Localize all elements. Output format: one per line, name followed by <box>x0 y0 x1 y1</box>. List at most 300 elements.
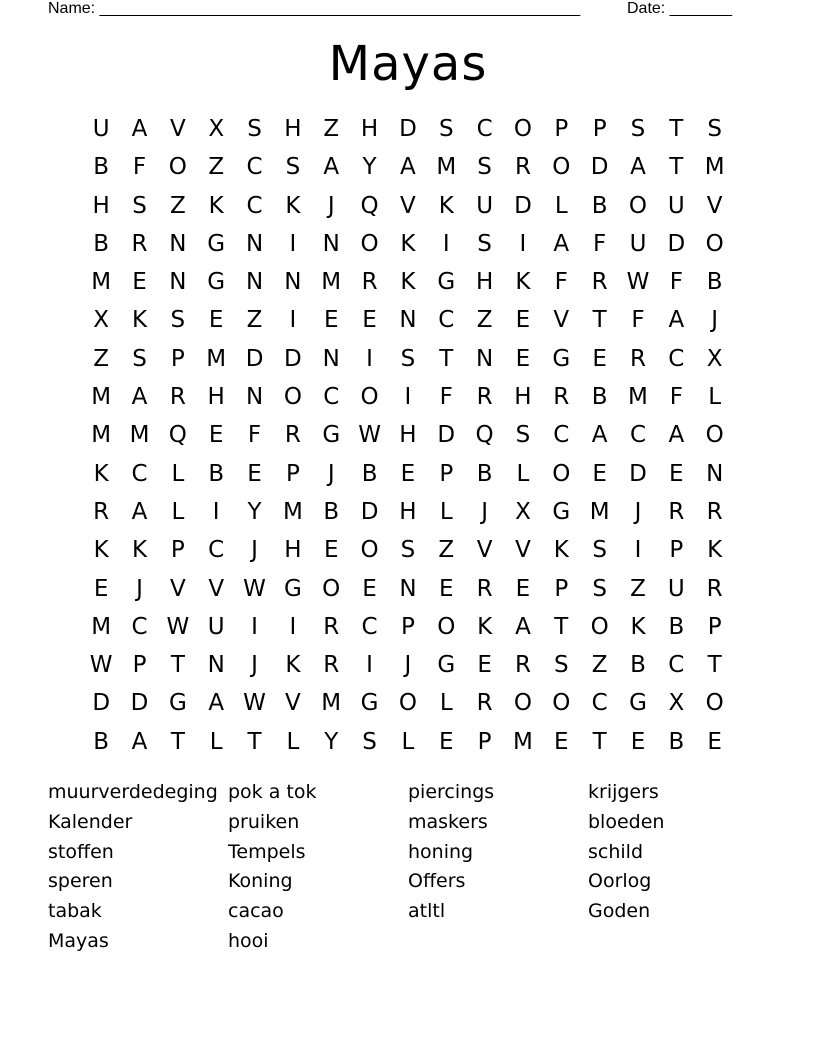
grid-letter: H <box>284 116 302 142</box>
grid-letter: O <box>705 230 724 257</box>
grid-letter: O <box>360 537 379 564</box>
grid-letter: P <box>170 345 185 372</box>
grid-letter: I <box>404 384 412 411</box>
grid-letter: F <box>669 384 683 411</box>
grid-letter: P <box>707 613 722 640</box>
grid-row <box>82 340 734 378</box>
grid-letter: I <box>251 613 258 640</box>
grid-letter: O <box>552 460 571 487</box>
grid-letter: Z <box>323 116 340 142</box>
grid-letter: Z <box>438 537 455 564</box>
grid-letter: S <box>592 537 607 564</box>
grid-letter: S <box>477 230 492 257</box>
grid-letter: A <box>668 422 685 449</box>
grid-letter: Z <box>630 575 646 602</box>
grid-letter: H <box>514 384 532 411</box>
grid-letter: K <box>93 537 109 564</box>
grid-letter: D <box>284 345 302 372</box>
word-list-item: Goden <box>588 900 651 923</box>
grid-letter: P <box>592 116 607 142</box>
grid-letter: C <box>131 460 148 487</box>
word-list-item: pok a tok <box>228 781 317 803</box>
word-list-item: pruiken <box>228 810 300 833</box>
word-list-item: atltl <box>408 900 446 923</box>
grid-letter: C <box>668 652 685 679</box>
grid-letter: T <box>669 154 684 181</box>
grid-letter: V <box>285 690 301 717</box>
grid-letter: M <box>436 154 457 181</box>
grid-letter: A <box>131 728 148 755</box>
grid-row <box>82 378 734 416</box>
grid-letter: J <box>251 537 258 564</box>
grid-letter: S <box>400 345 416 372</box>
grid-letter: O <box>513 690 532 717</box>
grid-letter: C <box>131 613 148 640</box>
grid-letter: F <box>631 307 645 334</box>
grid-letter: W <box>358 422 381 449</box>
grid-letter: R <box>131 230 148 257</box>
grid-letter: D <box>629 460 647 487</box>
grid-letter: I <box>289 230 297 257</box>
grid-letter: F <box>439 384 453 411</box>
grid-letter: K <box>630 613 646 640</box>
grid-letter: E <box>515 307 531 334</box>
grid-letter: M <box>91 613 112 640</box>
grid-letter: I <box>289 307 297 334</box>
grid-letter: Y <box>324 728 339 755</box>
grid-letter: H <box>360 116 379 142</box>
grid-letter: A <box>400 154 416 181</box>
grid-letter: N <box>322 230 340 257</box>
grid-letter: D <box>514 192 532 219</box>
grid-letter: L <box>516 460 530 487</box>
grid-letter: D <box>360 498 379 525</box>
grid-letter: V <box>553 307 570 334</box>
grid-letter: M <box>91 384 112 411</box>
grid-letter: H <box>399 498 417 525</box>
grid-letter: K <box>131 537 148 564</box>
grid-letter: H <box>207 384 225 411</box>
word-list-item: schild <box>588 840 644 863</box>
grid-letter: O <box>513 116 532 142</box>
grid-letter: Q <box>168 422 187 449</box>
grid-letter: G <box>283 575 302 602</box>
grid-letter: F <box>132 154 147 181</box>
grid-row <box>82 148 734 186</box>
grid-letter: E <box>400 460 416 487</box>
grid-letter: I <box>212 498 220 525</box>
grid-row <box>82 723 734 761</box>
grid-letter: B <box>591 192 608 219</box>
grid-letter: S <box>477 154 492 181</box>
grid-letter: C <box>591 690 608 717</box>
grid-letter: S <box>400 537 416 564</box>
grid-letter: W <box>243 690 266 717</box>
grid-letter: B <box>668 613 685 640</box>
grid-letter: T <box>170 728 185 755</box>
word-list-item: tabak <box>48 900 102 923</box>
grid-letter: T <box>247 728 262 755</box>
grid-letter: D <box>667 230 686 257</box>
grid-letter: N <box>245 269 264 296</box>
grid-letter: G <box>322 422 341 449</box>
grid-row <box>82 684 734 722</box>
grid-letter: U <box>667 192 685 219</box>
grid-letter: E <box>592 345 607 372</box>
grid-letter: C <box>208 537 225 564</box>
grid-letter: R <box>93 498 110 525</box>
grid-letter: N <box>207 652 225 679</box>
grid-letter: G <box>437 652 456 679</box>
page-title: Mayas <box>328 36 488 92</box>
word-list-item: muurverdedeging <box>48 781 218 803</box>
word-list-item: honing <box>408 840 474 863</box>
word-list-item: Kalender <box>48 810 133 833</box>
grid-letter: O <box>283 384 302 411</box>
grid-letter: M <box>129 422 150 449</box>
grid-letter: B <box>93 154 110 181</box>
grid-letter: C <box>476 116 493 142</box>
grid-row <box>82 263 734 301</box>
grid-letter: R <box>476 690 493 717</box>
grid-letter: T <box>669 116 684 142</box>
grid-letter: I <box>289 613 297 640</box>
grid-letter: E <box>707 728 722 755</box>
grid-letter: J <box>711 307 719 334</box>
grid-letter: O <box>322 575 341 602</box>
grid-letter: C <box>629 422 647 449</box>
grid-letter: K <box>477 613 493 640</box>
grid-letter: B <box>476 460 493 487</box>
grid-letter: S <box>707 116 722 142</box>
grid-letter: O <box>552 154 571 181</box>
grid-letter: N <box>476 345 494 372</box>
grid-letter: C <box>323 384 340 411</box>
grid-letter: D <box>399 116 417 142</box>
letter-grid <box>82 110 734 761</box>
grid-letter: F <box>247 422 262 449</box>
grid-letter: A <box>208 690 225 717</box>
grid-letter: A <box>131 384 148 411</box>
grid-letter: G <box>360 690 379 717</box>
grid-letter: L <box>286 728 300 755</box>
grid-letter: R <box>323 652 340 679</box>
grid-letter: E <box>515 345 531 372</box>
grid-letter: M <box>513 728 533 755</box>
grid-letter: E <box>515 575 531 602</box>
grid-letter: G <box>168 690 187 717</box>
grid-letter: P <box>285 460 300 487</box>
word-list-item: maskers <box>408 810 488 833</box>
grid-letter: Z <box>208 154 225 181</box>
grid-letter: P <box>669 537 684 564</box>
word-list-item: cacao <box>228 900 284 923</box>
grid-letter: B <box>630 652 646 679</box>
word-list-item: Mayas <box>48 929 109 952</box>
grid-letter: M <box>321 690 342 717</box>
grid-letter: C <box>553 422 570 449</box>
grid-letter: G <box>552 345 571 372</box>
grid-letter: A <box>131 116 148 142</box>
grid-letter: Q <box>475 422 494 449</box>
grid-letter: C <box>246 154 263 181</box>
grid-letter: K <box>93 460 109 487</box>
grid-row <box>82 646 734 684</box>
grid-letter: J <box>136 575 143 602</box>
grid-letter: S <box>592 575 607 602</box>
grid-letter: O <box>168 154 187 181</box>
word-list-item: bloeden <box>588 810 665 833</box>
grid-letter: M <box>282 498 303 525</box>
grid-letter: R <box>706 498 723 525</box>
grid-letter: Y <box>247 498 262 525</box>
grid-letter: A <box>131 498 148 525</box>
grid-letter: J <box>327 192 335 219</box>
grid-letter: I <box>366 345 373 372</box>
grid-letter: L <box>401 728 415 755</box>
grid-letter: X <box>668 690 685 717</box>
grid-letter: A <box>323 154 340 181</box>
grid-row <box>82 301 734 339</box>
word-list-item: hooi <box>228 929 269 952</box>
grid-row <box>82 187 734 225</box>
grid-letter: K <box>400 230 416 257</box>
grid-letter: R <box>706 575 723 602</box>
grid-letter: E <box>362 575 377 602</box>
grid-letter: P <box>554 575 569 602</box>
grid-letter: A <box>630 154 646 181</box>
grid-letter: M <box>91 269 112 296</box>
grid-letter: P <box>170 537 185 564</box>
grid-letter: B <box>591 384 608 411</box>
grid-letter: L <box>708 384 722 411</box>
grid-letter: K <box>553 537 569 564</box>
grid-letter: V <box>706 192 723 219</box>
grid-letter: E <box>323 537 339 564</box>
grid-letter: T <box>170 652 185 679</box>
grid-letter: G <box>207 269 226 296</box>
grid-letter: K <box>438 192 454 219</box>
grid-row <box>82 455 734 493</box>
date-line: Date: _______ <box>627 0 732 17</box>
grid-letter: I <box>442 230 450 257</box>
grid-letter: D <box>437 422 456 449</box>
grid-row <box>82 416 734 454</box>
grid-letter: E <box>362 307 377 334</box>
grid-letter: H <box>92 192 110 219</box>
grid-letter: E <box>438 728 454 755</box>
grid-letter: S <box>438 116 454 142</box>
grid-letter: L <box>171 460 185 487</box>
grid-letter: C <box>246 192 263 219</box>
grid-letter: R <box>361 269 378 296</box>
grid-letter: R <box>476 384 493 411</box>
grid-letter: P <box>477 728 492 755</box>
grid-letter: E <box>630 728 646 755</box>
grid-letter: U <box>207 613 225 640</box>
grid-letter: U <box>667 575 685 602</box>
grid-letter: O <box>705 422 724 449</box>
grid-letter: O <box>360 384 379 411</box>
grid-letter: O <box>398 690 417 717</box>
grid-letter: O <box>590 613 609 640</box>
grid-letter: M <box>206 345 227 372</box>
grid-letter: S <box>132 345 147 372</box>
grid-letter: S <box>515 422 531 449</box>
grid-letter: J <box>404 652 412 679</box>
grid-letter: F <box>554 269 568 296</box>
grid-letter: Z <box>591 652 608 679</box>
grid-row <box>82 110 734 148</box>
grid-letter: A <box>668 307 685 334</box>
grid-letter: G <box>207 230 226 257</box>
grid-letter: B <box>361 460 378 487</box>
grid-letter: H <box>399 422 417 449</box>
word-list-item: Koning <box>228 870 293 893</box>
grid-letter: S <box>285 154 301 181</box>
grid-letter: B <box>323 498 340 525</box>
grid-letter: E <box>323 307 339 334</box>
grid-letter: T <box>439 345 454 372</box>
grid-letter: T <box>554 613 569 640</box>
grid-letter: R <box>323 613 340 640</box>
grid-letter: Q <box>360 192 379 219</box>
grid-letter: S <box>362 728 377 755</box>
grid-row <box>82 608 734 646</box>
grid-letter: Z <box>246 307 263 334</box>
grid-letter: X <box>515 498 531 525</box>
grid-letter: K <box>208 192 224 219</box>
grid-letter: U <box>92 116 110 142</box>
grid-letter: L <box>554 192 568 219</box>
grid-letter: H <box>475 269 494 296</box>
grid-letter: N <box>169 230 187 257</box>
word-list-item: speren <box>48 870 113 893</box>
grid-letter: D <box>92 690 111 717</box>
grid-letter: X <box>706 345 723 372</box>
grid-letter: C <box>668 345 685 372</box>
grid-letter: L <box>171 498 185 525</box>
grid-letter: K <box>707 537 723 564</box>
grid-letter: E <box>592 460 607 487</box>
grid-letter: S <box>247 116 262 142</box>
grid-letter: B <box>706 269 723 296</box>
grid-letter: N <box>169 269 187 296</box>
grid-letter: L <box>209 728 223 755</box>
word-list-item: Tempels <box>228 840 306 863</box>
grid-letter: E <box>208 307 224 334</box>
grid-letter: W <box>626 269 650 296</box>
grid-letter: E <box>669 460 684 487</box>
grid-letter: S <box>170 307 186 334</box>
grid-letter: D <box>245 345 264 372</box>
grid-letter: T <box>592 307 607 334</box>
grid-letter: R <box>476 575 493 602</box>
grid-row <box>82 570 734 608</box>
grid-letter: E <box>554 728 569 755</box>
word-list-item: piercings <box>408 781 495 803</box>
grid-letter: I <box>519 230 527 257</box>
grid-letter: P <box>439 460 454 487</box>
grid-letter: L <box>439 690 453 717</box>
grid-letter: U <box>476 192 494 219</box>
grid-letter: E <box>132 269 147 296</box>
grid-letter: V <box>476 537 493 564</box>
grid-letter: U <box>629 230 647 257</box>
grid-letter: W <box>89 652 113 679</box>
grid-letter: Y <box>362 154 377 181</box>
grid-letter: N <box>284 269 302 296</box>
grid-letter: M <box>589 498 610 525</box>
grid-letter: J <box>481 498 488 525</box>
grid-letter: E <box>208 422 224 449</box>
grid-letter: J <box>634 498 642 525</box>
grid-letter: J <box>251 652 258 679</box>
grid-letter: A <box>515 613 531 640</box>
grid-letter: M <box>91 422 112 449</box>
grid-letter: Z <box>169 192 186 219</box>
grid-letter: V <box>169 575 186 602</box>
grid-row <box>82 531 734 569</box>
grid-letter: R <box>169 384 186 411</box>
grid-letter: N <box>322 345 340 372</box>
grid-letter: F <box>593 230 607 257</box>
grid-letter: O <box>552 690 571 717</box>
grid-letter: S <box>132 192 147 219</box>
grid-letter: V <box>515 537 531 564</box>
grid-letter: R <box>629 345 646 372</box>
grid-letter: K <box>285 192 301 219</box>
grid-letter: M <box>628 384 648 411</box>
grid-letter: B <box>93 728 110 755</box>
grid-letter: T <box>592 728 607 755</box>
grid-letter: V <box>208 575 225 602</box>
grid-letter: K <box>515 269 531 296</box>
grid-letter: B <box>668 728 685 755</box>
grid-letter: A <box>553 230 570 257</box>
grid-letter: L <box>439 498 453 525</box>
grid-letter: P <box>554 116 569 142</box>
grid-letter: R <box>284 422 301 449</box>
grid-letter: F <box>669 269 683 296</box>
grid-letter: M <box>704 154 725 181</box>
grid-letter: B <box>93 230 110 257</box>
grid-letter: K <box>131 307 148 334</box>
word-list-item: krijgers <box>588 781 659 803</box>
grid-letter: I <box>366 652 373 679</box>
word-list-item: Offers <box>408 870 466 893</box>
grid-letter: X <box>93 307 110 334</box>
grid-letter: E <box>438 575 454 602</box>
name-line: Name: ______________________________________________________ <box>48 0 581 17</box>
grid-letter: S <box>630 116 646 142</box>
grid-letter: E <box>477 652 492 679</box>
grid-letter: O <box>705 690 724 717</box>
grid-row <box>82 493 734 531</box>
grid-letter: T <box>707 652 722 679</box>
grid-letter: O <box>628 192 648 219</box>
grid-letter: H <box>284 537 302 564</box>
grid-letter: A <box>591 422 608 449</box>
grid-letter: R <box>514 154 531 181</box>
grid-letter: G <box>629 690 647 717</box>
grid-letter: G <box>552 498 571 525</box>
grid-letter: R <box>668 498 685 525</box>
grid-letter: O <box>360 230 379 257</box>
grid-letter: D <box>590 154 609 181</box>
grid-letter: X <box>208 116 225 142</box>
grid-letter: V <box>169 116 186 142</box>
